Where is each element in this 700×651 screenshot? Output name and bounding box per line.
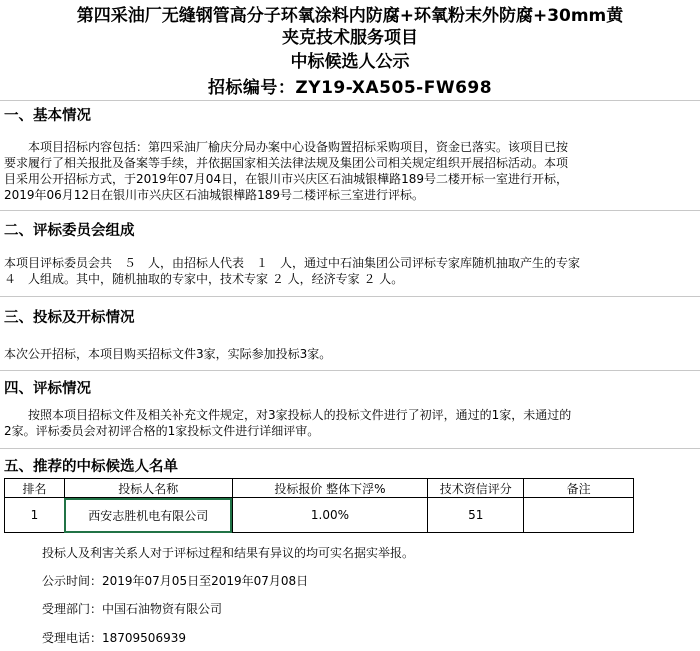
column-header-tech-score[interactable]: 技术资信评分 [428,479,524,498]
divider [0,448,700,449]
divider [0,370,700,371]
section-heading-candidates: 五、推荐的中标候选人名单 [4,459,178,475]
section-heading-bidding: 三、投标及开标情况 [4,310,135,326]
project-title-line2: 夹克技术服务项目 [282,28,418,48]
paragraph-line: 目采用公开招标方式，于2019年07月04日，在银川市兴庆区石油城银樺路189号二楼开标一室进行开标， [4,172,568,186]
announcement-subtitle: 中标候选人公示 [290,52,410,72]
paragraph-line: 2019年06月12日在银川市兴庆区石油城银樺路189号二楼评标三室进行评标。 [4,188,424,202]
publish-time: 公示时间：2019年07月05日至2019年07月08日 [42,574,309,588]
accepting-department: 受理部门：中国石油物资有限公司 [42,602,223,616]
section-body-bidding [4,346,634,362]
paragraph-line: 本项目招标内容包括：第四采油厂榆庆分局办案中心设备购置招标采购项目，资金已落实。该项目已按 [4,140,569,154]
cell-remarks[interactable] [524,498,634,533]
section-heading-committee: 二、评标委员会组成 [4,223,135,239]
section-heading-basic-info: 一、基本情况 [4,108,91,124]
section-heading-evaluation: 四、评标情况 [4,381,91,397]
divider [0,296,700,297]
cell-tech-score[interactable]: 51 [428,498,524,533]
table-row [5,498,634,533]
paragraph-line: 要求履行了相关报批及备案等手续，并依据国家相关法律法规及集团公司相关规定组织开展招标活动。本项 [4,156,569,170]
section-body-basic-info [4,139,634,203]
contact-phone: 受理电话：18709506939 [42,631,186,645]
candidate-table [4,478,634,533]
cell-bidder-name[interactable]: 西安志胜机电有限公司 [64,498,232,533]
cell-bid-price[interactable]: 1.00% [232,498,428,533]
paragraph-line: 本次公开招标，本项目购买招标文件3家，实际参加投标3家。 [4,347,332,361]
paragraph-line: 按照本项目招标文件及相关补充文件规定，对3家投标人的投标文件进行了初评，通过的1家，未通过的 [4,408,572,422]
objection-notice: 投标人及利害关系人对于评标过程和结果有异议的均可实名据实举报。 [42,546,415,560]
divider [0,210,700,211]
column-header-remarks[interactable]: 备注 [524,479,634,498]
section-body-evaluation [4,407,634,439]
paragraph-line: 2家。评标委员会对初评合格的1家投标文件进行详细评审。 [4,424,320,438]
divider [0,100,700,101]
section-body-committee [4,255,634,287]
project-title-line1: 第四采油厂无缝钢管高分子环氧涂料内防腐+环氧粉末外防腐+30mm黄 [76,6,624,26]
paragraph-line: ４ 人组成。其中，随机抽取的专家中，技术专家 ２ 人，经济专家 ２ 人。 [4,272,404,286]
column-header-rank[interactable]: 排名 [5,479,65,498]
cell-rank[interactable]: 1 [5,498,65,533]
column-header-bidder[interactable]: 投标人名称 [64,479,232,498]
bid-number: 招标编号：ZY19-XA505-FW698 [207,78,493,98]
column-header-bid-price[interactable]: 投标报价 整体下浮% [232,479,428,498]
table-header-row [5,479,634,498]
paragraph-line: 本项目评标委员会共 ５ 人，由招标人代表 １ 人，通过中石油集团公司评标专家库随机抽取产生的专家 [4,256,581,270]
